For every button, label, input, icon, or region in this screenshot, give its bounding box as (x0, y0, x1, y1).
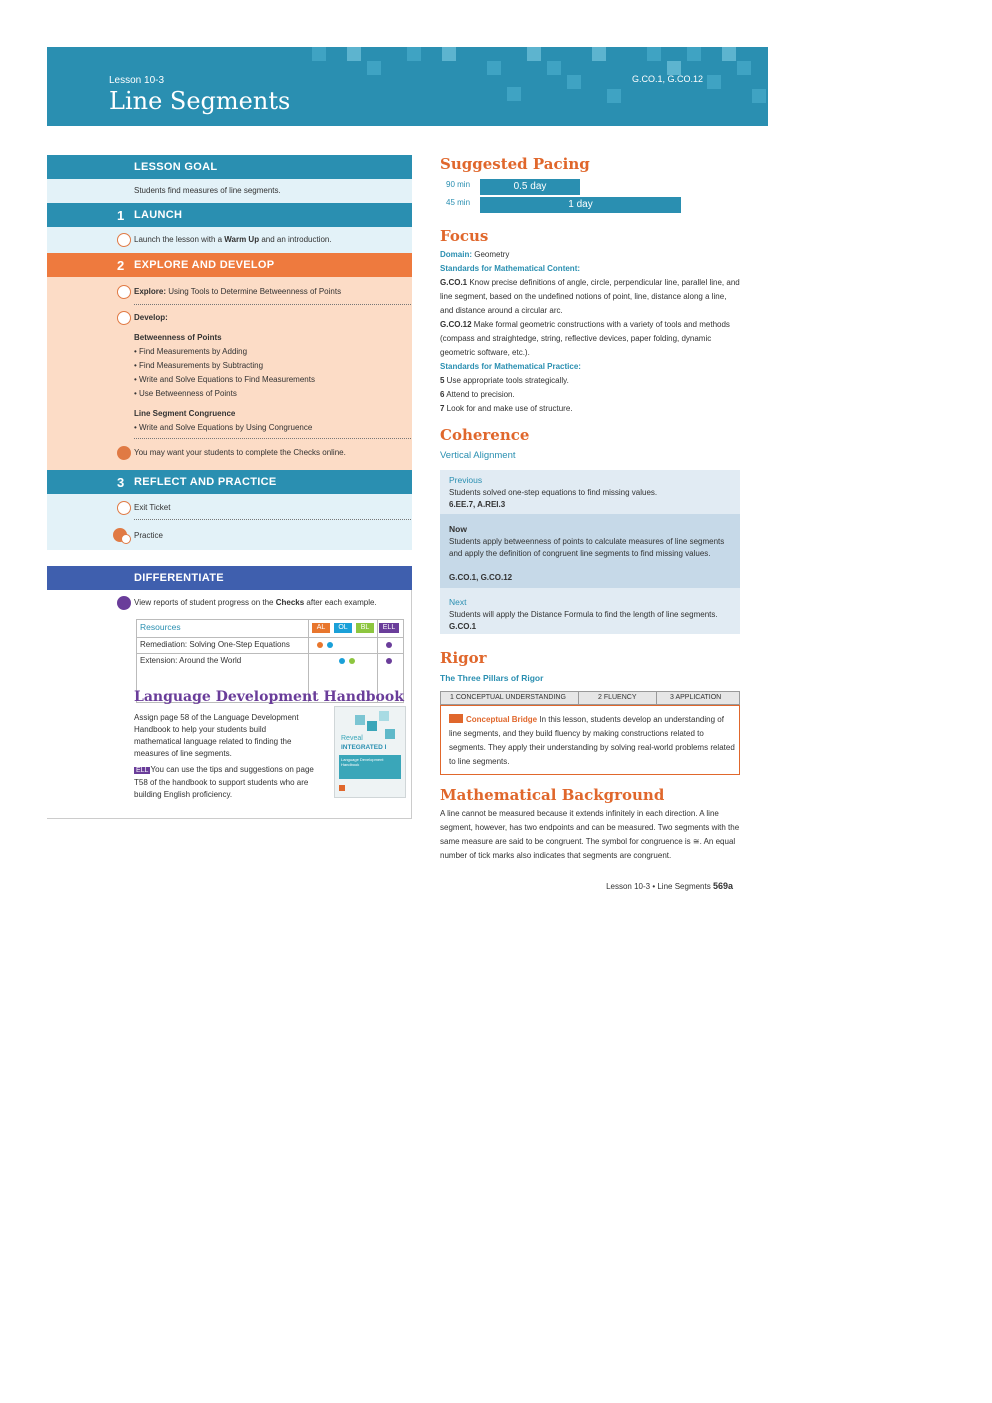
tab-application: 3 APPLICATION (670, 694, 722, 701)
vertical-alignment-label: Vertical Alignment (440, 450, 516, 461)
divider (134, 304, 411, 305)
exit-ticket: Exit Ticket (134, 503, 171, 512)
dot-ol (327, 642, 333, 648)
launch-header (47, 203, 412, 227)
standards-tag: G.CO.1, G.CO.12 (632, 74, 704, 84)
practice-item: 7 Look for and make use of structure. (440, 404, 573, 413)
practice-item: 6 Attend to precision. (440, 390, 515, 399)
lesson-goal-heading: LESSON GOAL (134, 161, 218, 173)
group-icon (117, 233, 131, 247)
develop-label: Develop: (134, 313, 168, 322)
conceptual-bridge-text: Conceptual Bridge In this lesson, students develop an understanding of line segments, and they build fluency by making constructions related to segments. They apply their understanding by solving real-world problems related to line segments. (449, 715, 735, 766)
previous-box (440, 470, 740, 514)
practice-standards-heading: Standards for Mathematical Practice: (440, 362, 581, 371)
ell-tag: ELL (136, 767, 149, 774)
content-standards-heading: Standards for Mathematical Content: (440, 264, 581, 273)
divider (134, 438, 411, 439)
lesson-banner (47, 47, 768, 126)
next-standards: G.CO.1 (449, 622, 477, 631)
explore-panel (47, 277, 412, 470)
background-title: Mathematical Background (440, 786, 665, 804)
reflect-heading: REFLECT AND PRACTICE (134, 476, 277, 488)
row-remediation: Remediation: Solving One-Step Equations (140, 640, 290, 649)
level-al: AL (312, 623, 330, 633)
page-number: 569a (712, 881, 733, 891)
domain-line: Domain: Geometry (440, 250, 510, 259)
standard-gco1: G.CO.1 Know precise definitions of angle, circle, perpendicular line, parallel line, and line segment, based on the undefined notions of point, line, distance along a line, and distance around a circular arc. (440, 278, 740, 315)
level-ell: ELL (379, 623, 399, 633)
handbook-para1: Assign page 58 of the Language Development Handbook to help your students build mathematical language related to finding the measures of line segments. (134, 713, 299, 758)
level-bl: BL (356, 623, 374, 633)
row-extension: Extension: Around the World (140, 656, 242, 665)
next-label: Next (449, 597, 467, 607)
item-congruence: • Write and Solve Equations by Using Congruence (134, 423, 313, 432)
group-icon (117, 501, 131, 515)
online-note: You may want your students to complete the Checks online. (134, 448, 346, 457)
cover-title: INTEGRATED I (341, 744, 387, 751)
differentiate-heading: DIFFERENTIATE (134, 572, 224, 584)
group-icon (117, 311, 131, 325)
handbook-para2: ELL You can use the tips and suggestions on page T58 of the handbook to support students who are building English proficiency. (134, 765, 314, 799)
student-icon (117, 446, 131, 460)
item-adding: • Find Measurements by Adding (134, 347, 248, 356)
previous-text: Students solved one-step equations to find missing values. (449, 488, 658, 497)
pacing-90-label: 90 min (446, 180, 471, 189)
item-subtracting: • Find Measurements by Subtracting (134, 361, 264, 370)
cover-sub: Language Development Handbook (339, 755, 401, 779)
pacing-45-bar: 1 day (480, 197, 681, 213)
launch-number: 1 (117, 207, 125, 223)
handbook-title: Language Development Handbook (134, 689, 404, 705)
launch-panel (47, 227, 412, 253)
reflect-number: 3 (117, 474, 125, 490)
lesson-goal-text: Students find measures of line segments. (134, 186, 281, 195)
footer-text: Lesson 10-3 • Line Segments (606, 882, 711, 891)
lesson-goal-panel (47, 179, 412, 203)
table-row (137, 653, 403, 669)
focus-title: Focus (440, 227, 489, 245)
page-title: Line Segments (109, 87, 291, 115)
rigor-title: Rigor (440, 649, 487, 667)
explore-header (47, 253, 412, 277)
lesson-goal-header (47, 155, 412, 179)
group-icon (117, 285, 131, 299)
previous-label: Previous (449, 475, 483, 485)
now-text: Students apply betweenness of points to calculate measures of line segments and apply the definition of congruent line segments to find missing values. (449, 537, 725, 558)
now-box (440, 514, 740, 588)
coherence-title: Coherence (440, 426, 530, 444)
pacing-45-label: 45 min (446, 198, 471, 207)
reflect-panel (47, 494, 412, 550)
launch-heading: LAUNCH (134, 209, 183, 221)
cover-brand: Reveal (341, 735, 363, 742)
next-text: Students will apply the Distance Formula to find the length of line segments. (449, 610, 718, 619)
differentiate-panel (47, 590, 412, 819)
table-row (137, 637, 403, 654)
explore-heading: EXPLORE AND DEVELOP (134, 259, 275, 271)
explore-number: 2 (117, 257, 125, 273)
reflect-header (47, 470, 412, 494)
dot-ol (339, 658, 345, 664)
item-betweenness: • Use Betweenness of Points (134, 389, 237, 398)
conceptual-bridge-box (440, 705, 740, 775)
rigor-tabs (440, 691, 740, 705)
dot-ell (386, 658, 392, 664)
explore-activity: Explore: Using Tools to Determine Betweenness of Points (134, 287, 342, 296)
page-footer (600, 881, 733, 891)
group-icon (121, 534, 131, 544)
congruence-title: Line Segment Congruence (134, 409, 236, 418)
next-box (440, 588, 740, 634)
item-equations: • Write and Solve Equations to Find Measurements (134, 375, 315, 384)
pacing-90-bar: 0.5 day (480, 179, 580, 195)
differentiate-header (47, 566, 412, 590)
table-header-row (137, 620, 403, 638)
tab-conceptual: 1 CONCEPTUAL UNDERSTANDING (450, 694, 566, 701)
lesson-number: Lesson 10-3 (109, 75, 165, 86)
chart-icon (117, 596, 131, 610)
background-text: A line cannot be measured because it extends infinitely in each direction. A line segment, however, has two endpoints and can be measured. Two segments with the same measure are said to be congruent. The symbol for congruence is ≅. An equal number of tick marks also indicates that segments are congruent. (440, 809, 740, 860)
lesson-plan-column (47, 155, 412, 819)
dot-ell (386, 642, 392, 648)
launch-text: Launch the lesson with a Warm Up and an introduction. (134, 235, 332, 244)
now-label: Now (449, 524, 467, 534)
pacing-title: Suggested Pacing (440, 155, 590, 173)
resources-heading: Resources (140, 622, 181, 632)
betweenness-title: Betweenness of Points (134, 333, 222, 342)
differentiate-note: View reports of student progress on the Checks after each example. (134, 598, 377, 607)
previous-standards: 6.EE.7, A.REI.3 (449, 500, 506, 509)
tab-fluency: 2 FLUENCY (598, 694, 637, 701)
level-ol: OL (334, 623, 352, 633)
practice-item: 5 Use appropriate tools strategically. (440, 376, 569, 385)
standard-gco12: G.CO.12 Make formal geometric constructions with a variety of tools and methods (compass and straightedge, string, reflective devices, paper folding, dynamic geometric software, etc.). (440, 320, 730, 357)
practice-item: Practice (134, 531, 163, 540)
divider (134, 519, 411, 520)
handbook-cover (334, 706, 406, 798)
dot-bl (349, 658, 355, 664)
focus-body (440, 248, 740, 416)
rigor-subtitle: The Three Pillars of Rigor (440, 673, 544, 683)
now-standards: G.CO.1, G.CO.12 (449, 573, 513, 582)
dot-al (317, 642, 323, 648)
